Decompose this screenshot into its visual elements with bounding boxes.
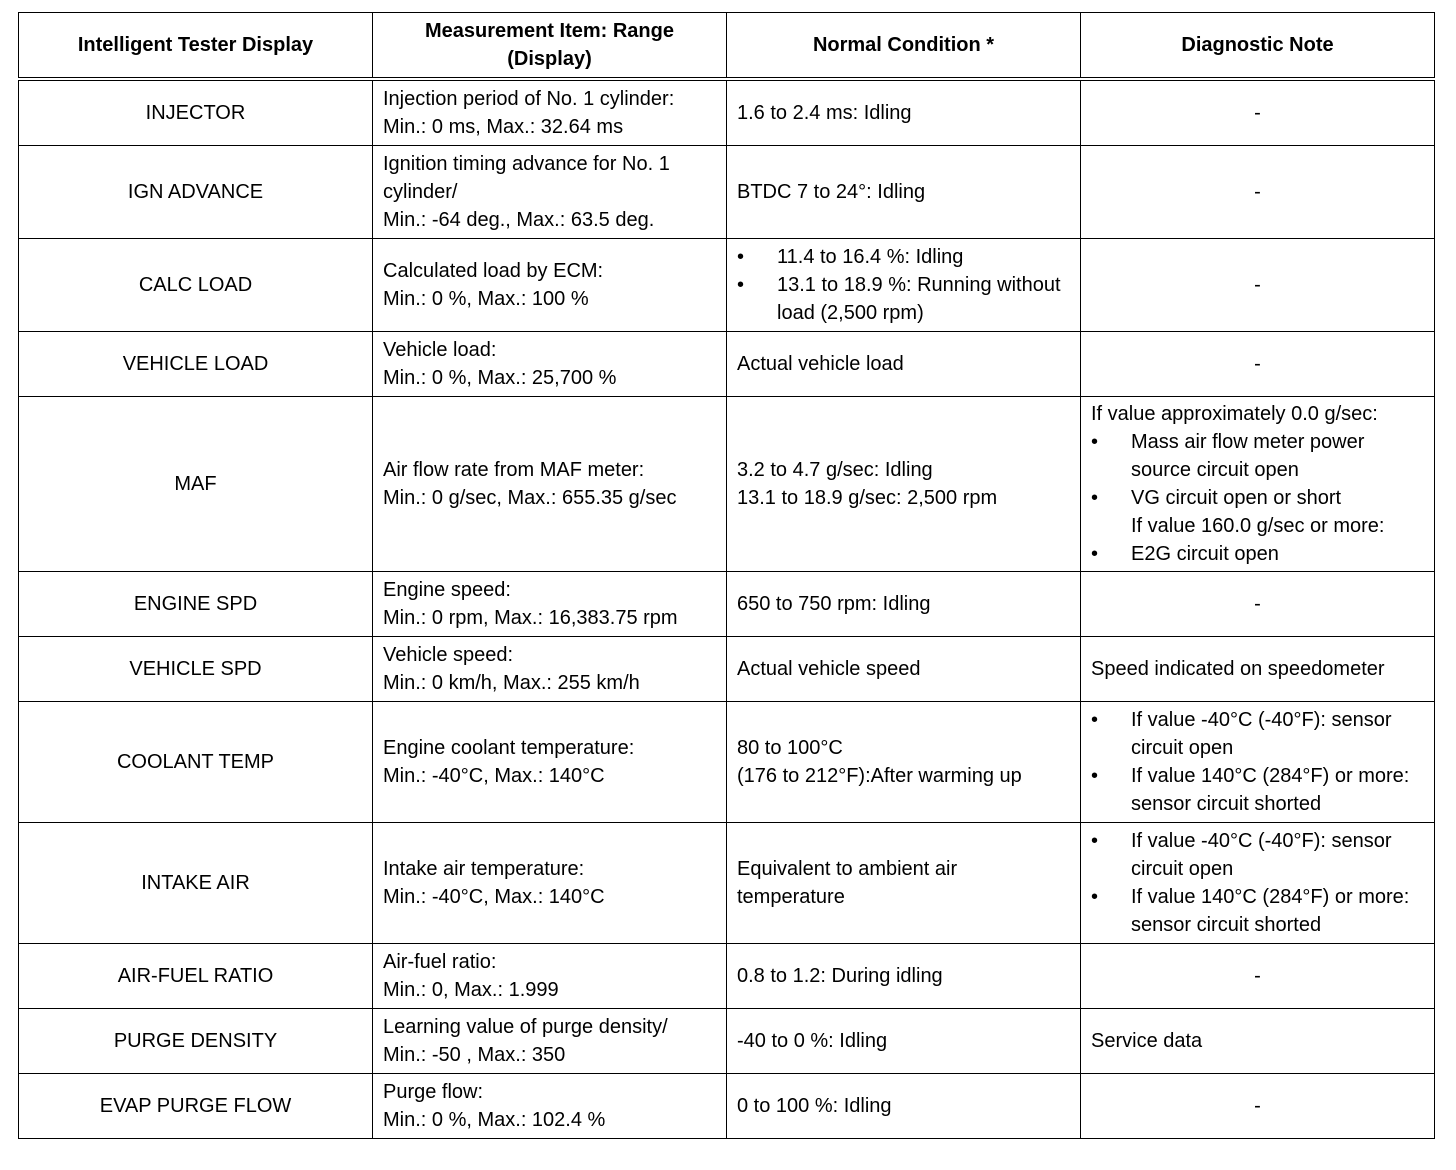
list-item <box>1091 883 1424 939</box>
cell-display: ENGINE SPD <box>19 572 373 637</box>
cell-normal <box>727 702 1081 823</box>
bullet-icon: • <box>1091 487 1099 509</box>
bullet-text: 13.1 to 18.9 %: Running without load (2,500 rpm) <box>777 274 1061 324</box>
col-header-range-line1: Measurement Item: Range <box>425 20 674 42</box>
cell-range <box>373 397 727 572</box>
bullet-icon: • <box>1091 431 1099 453</box>
list-item <box>1091 540 1424 568</box>
normal-line: Equivalent to ambient air <box>737 858 958 880</box>
range-line: cylinder/ <box>383 181 458 203</box>
cell-normal <box>727 146 1081 239</box>
range-line: Engine coolant temperature: <box>383 737 635 759</box>
range-line: Min.: -40°C, Max.: 140°C <box>383 886 605 908</box>
cell-display: AIR-FUEL RATIO <box>19 944 373 1009</box>
bullet-list <box>737 243 1070 327</box>
cell-range <box>373 944 727 1009</box>
bullet-icon: • <box>737 246 745 268</box>
col-header-display: Intelligent Tester Display <box>19 13 373 80</box>
cell-range <box>373 1074 727 1139</box>
bullet-text: If value 140°C (284°F) or more: sensor circuit shorted <box>1131 886 1410 936</box>
cell-display: INTAKE AIR <box>19 823 373 944</box>
table-row <box>19 332 1435 397</box>
table-row <box>19 572 1435 637</box>
range-line: Purge flow: <box>383 1081 484 1103</box>
normal-line: temperature <box>737 886 845 908</box>
normal-line: 3.2 to 4.7 g/sec: Idling <box>737 459 933 481</box>
col-header-range-line2: (Display) <box>507 48 592 70</box>
cell-display: EVAP PURGE FLOW <box>19 1074 373 1139</box>
cell-normal <box>727 1009 1081 1074</box>
note-intro: If value approximately 0.0 g/sec: <box>1091 403 1378 425</box>
bullet-icon: • <box>1091 830 1099 852</box>
list-item <box>1091 827 1424 883</box>
range-line: Min.: 0 %, Max.: 25,700 % <box>383 367 617 389</box>
cell-display: CALC LOAD <box>19 239 373 332</box>
list-item <box>1091 484 1424 512</box>
bullet-list <box>1091 827 1424 939</box>
cell-display: MAF <box>19 397 373 572</box>
table-row <box>19 397 1435 572</box>
cell-note: - <box>1081 79 1435 146</box>
cell-normal <box>727 397 1081 572</box>
bullet-text: VG circuit open or short <box>1131 487 1342 509</box>
table-row <box>19 944 1435 1009</box>
cell-note: - <box>1081 572 1435 637</box>
table-row <box>19 702 1435 823</box>
normal-line: 1.6 to 2.4 ms: Idling <box>737 102 912 124</box>
list-item <box>1091 762 1424 818</box>
range-line: Vehicle load: <box>383 339 497 361</box>
normal-line: -40 to 0 %: Idling <box>737 1030 888 1052</box>
cell-display: INJECTOR <box>19 79 373 146</box>
cell-normal <box>727 79 1081 146</box>
table-row <box>19 823 1435 944</box>
bullet-icon: • <box>1091 709 1099 731</box>
range-line: Learning value of purge density/ <box>383 1016 668 1038</box>
cell-display: COOLANT TEMP <box>19 702 373 823</box>
range-line: Intake air temperature: <box>383 858 585 880</box>
cell-normal <box>727 823 1081 944</box>
normal-line: Actual vehicle load <box>737 353 904 375</box>
table-row <box>19 146 1435 239</box>
cell-display: IGN ADVANCE <box>19 146 373 239</box>
list-item <box>737 271 1070 327</box>
bullet-text: Mass air flow meter power source circuit open <box>1131 431 1365 481</box>
range-line: Min.: -40°C, Max.: 140°C <box>383 765 605 787</box>
normal-line: 0 to 100 %: Idling <box>737 1095 892 1117</box>
range-line: Air flow rate from MAF meter: <box>383 459 645 481</box>
range-line: Vehicle speed: <box>383 644 514 666</box>
bullet-text: If value 140°C (284°F) or more: sensor circuit shorted <box>1131 765 1410 815</box>
list-item <box>1091 428 1424 484</box>
range-line: Min.: 0 %, Max.: 100 % <box>383 288 589 310</box>
cell-range <box>373 332 727 397</box>
bullet-icon: • <box>1091 543 1099 565</box>
cell-range <box>373 79 727 146</box>
cell-range <box>373 239 727 332</box>
cell-note: - <box>1081 239 1435 332</box>
bullet-icon: • <box>1091 765 1099 787</box>
normal-line: 13.1 to 18.9 g/sec: 2,500 rpm <box>737 487 998 509</box>
cell-range <box>373 823 727 944</box>
table-row <box>19 637 1435 702</box>
cell-range <box>373 572 727 637</box>
cell-note: - <box>1081 1074 1435 1139</box>
range-line: Min.: -64 deg., Max.: 63.5 deg. <box>383 209 655 231</box>
cell-note <box>1081 397 1435 572</box>
bullet-icon: • <box>737 274 745 296</box>
range-line: Injection period of No. 1 cylinder: <box>383 88 675 110</box>
cell-range <box>373 702 727 823</box>
bullet-list <box>1091 428 1424 512</box>
table-row <box>19 79 1435 146</box>
range-line: Min.: 0 g/sec, Max.: 655.35 g/sec <box>383 487 677 509</box>
cell-note: Service data <box>1081 1009 1435 1074</box>
col-header-normal: Normal Condition * <box>727 13 1081 80</box>
bullet-icon: • <box>1091 886 1099 908</box>
bullet-list <box>1091 706 1424 818</box>
data-list-table <box>18 12 1435 1139</box>
range-line: Min.: 0 km/h, Max.: 255 km/h <box>383 672 640 694</box>
table-row <box>19 1074 1435 1139</box>
cell-normal <box>727 239 1081 332</box>
range-line: Air-fuel ratio: <box>383 951 497 973</box>
cell-normal <box>727 572 1081 637</box>
range-line: Min.: 0 rpm, Max.: 16,383.75 rpm <box>383 607 678 629</box>
bullet-text: If value -40°C (-40°F): sensor circuit open <box>1131 709 1392 759</box>
bullet-text: 11.4 to 16.4 %: Idling <box>777 246 964 268</box>
cell-normal <box>727 332 1081 397</box>
note-mid: If value 160.0 g/sec or more: <box>1131 515 1385 537</box>
cell-display: PURGE DENSITY <box>19 1009 373 1074</box>
normal-line: (176 to 212°F):After warming up <box>737 765 1022 787</box>
normal-line: 650 to 750 rpm: Idling <box>737 593 931 615</box>
col-header-range <box>373 13 727 80</box>
col-header-note: Diagnostic Note <box>1081 13 1435 80</box>
range-line: Min.: 0, Max.: 1.999 <box>383 979 559 1001</box>
list-item <box>1091 706 1424 762</box>
range-line: Ignition timing advance for No. 1 <box>383 153 670 175</box>
range-line: Min.: -50 , Max.: 350 <box>383 1044 566 1066</box>
cell-note: Speed indicated on speedometer <box>1081 637 1435 702</box>
range-line: Engine speed: <box>383 579 511 601</box>
normal-line: BTDC 7 to 24°: Idling <box>737 181 926 203</box>
table-row <box>19 1009 1435 1074</box>
cell-display: VEHICLE LOAD <box>19 332 373 397</box>
cell-note: - <box>1081 332 1435 397</box>
range-line: Calculated load by ECM: <box>383 260 604 282</box>
bullet-text: If value -40°C (-40°F): sensor circuit open <box>1131 830 1392 880</box>
cell-range <box>373 146 727 239</box>
list-item <box>737 243 1070 271</box>
cell-normal <box>727 1074 1081 1139</box>
table-row <box>19 239 1435 332</box>
cell-normal <box>727 944 1081 1009</box>
cell-note: - <box>1081 146 1435 239</box>
cell-range <box>373 1009 727 1074</box>
bullet-list <box>1091 540 1424 568</box>
cell-note <box>1081 823 1435 944</box>
cell-note: - <box>1081 944 1435 1009</box>
cell-normal <box>727 637 1081 702</box>
range-line: Min.: 0 %, Max.: 102.4 % <box>383 1109 606 1131</box>
normal-line: 80 to 100°C <box>737 737 843 759</box>
cell-note <box>1081 702 1435 823</box>
cell-display: VEHICLE SPD <box>19 637 373 702</box>
cell-range <box>373 637 727 702</box>
bullet-text: E2G circuit open <box>1131 543 1279 565</box>
normal-line: 0.8 to 1.2: During idling <box>737 965 943 987</box>
range-line: Min.: 0 ms, Max.: 32.64 ms <box>383 116 624 138</box>
header-row <box>19 13 1435 80</box>
normal-line: Actual vehicle speed <box>737 658 921 680</box>
